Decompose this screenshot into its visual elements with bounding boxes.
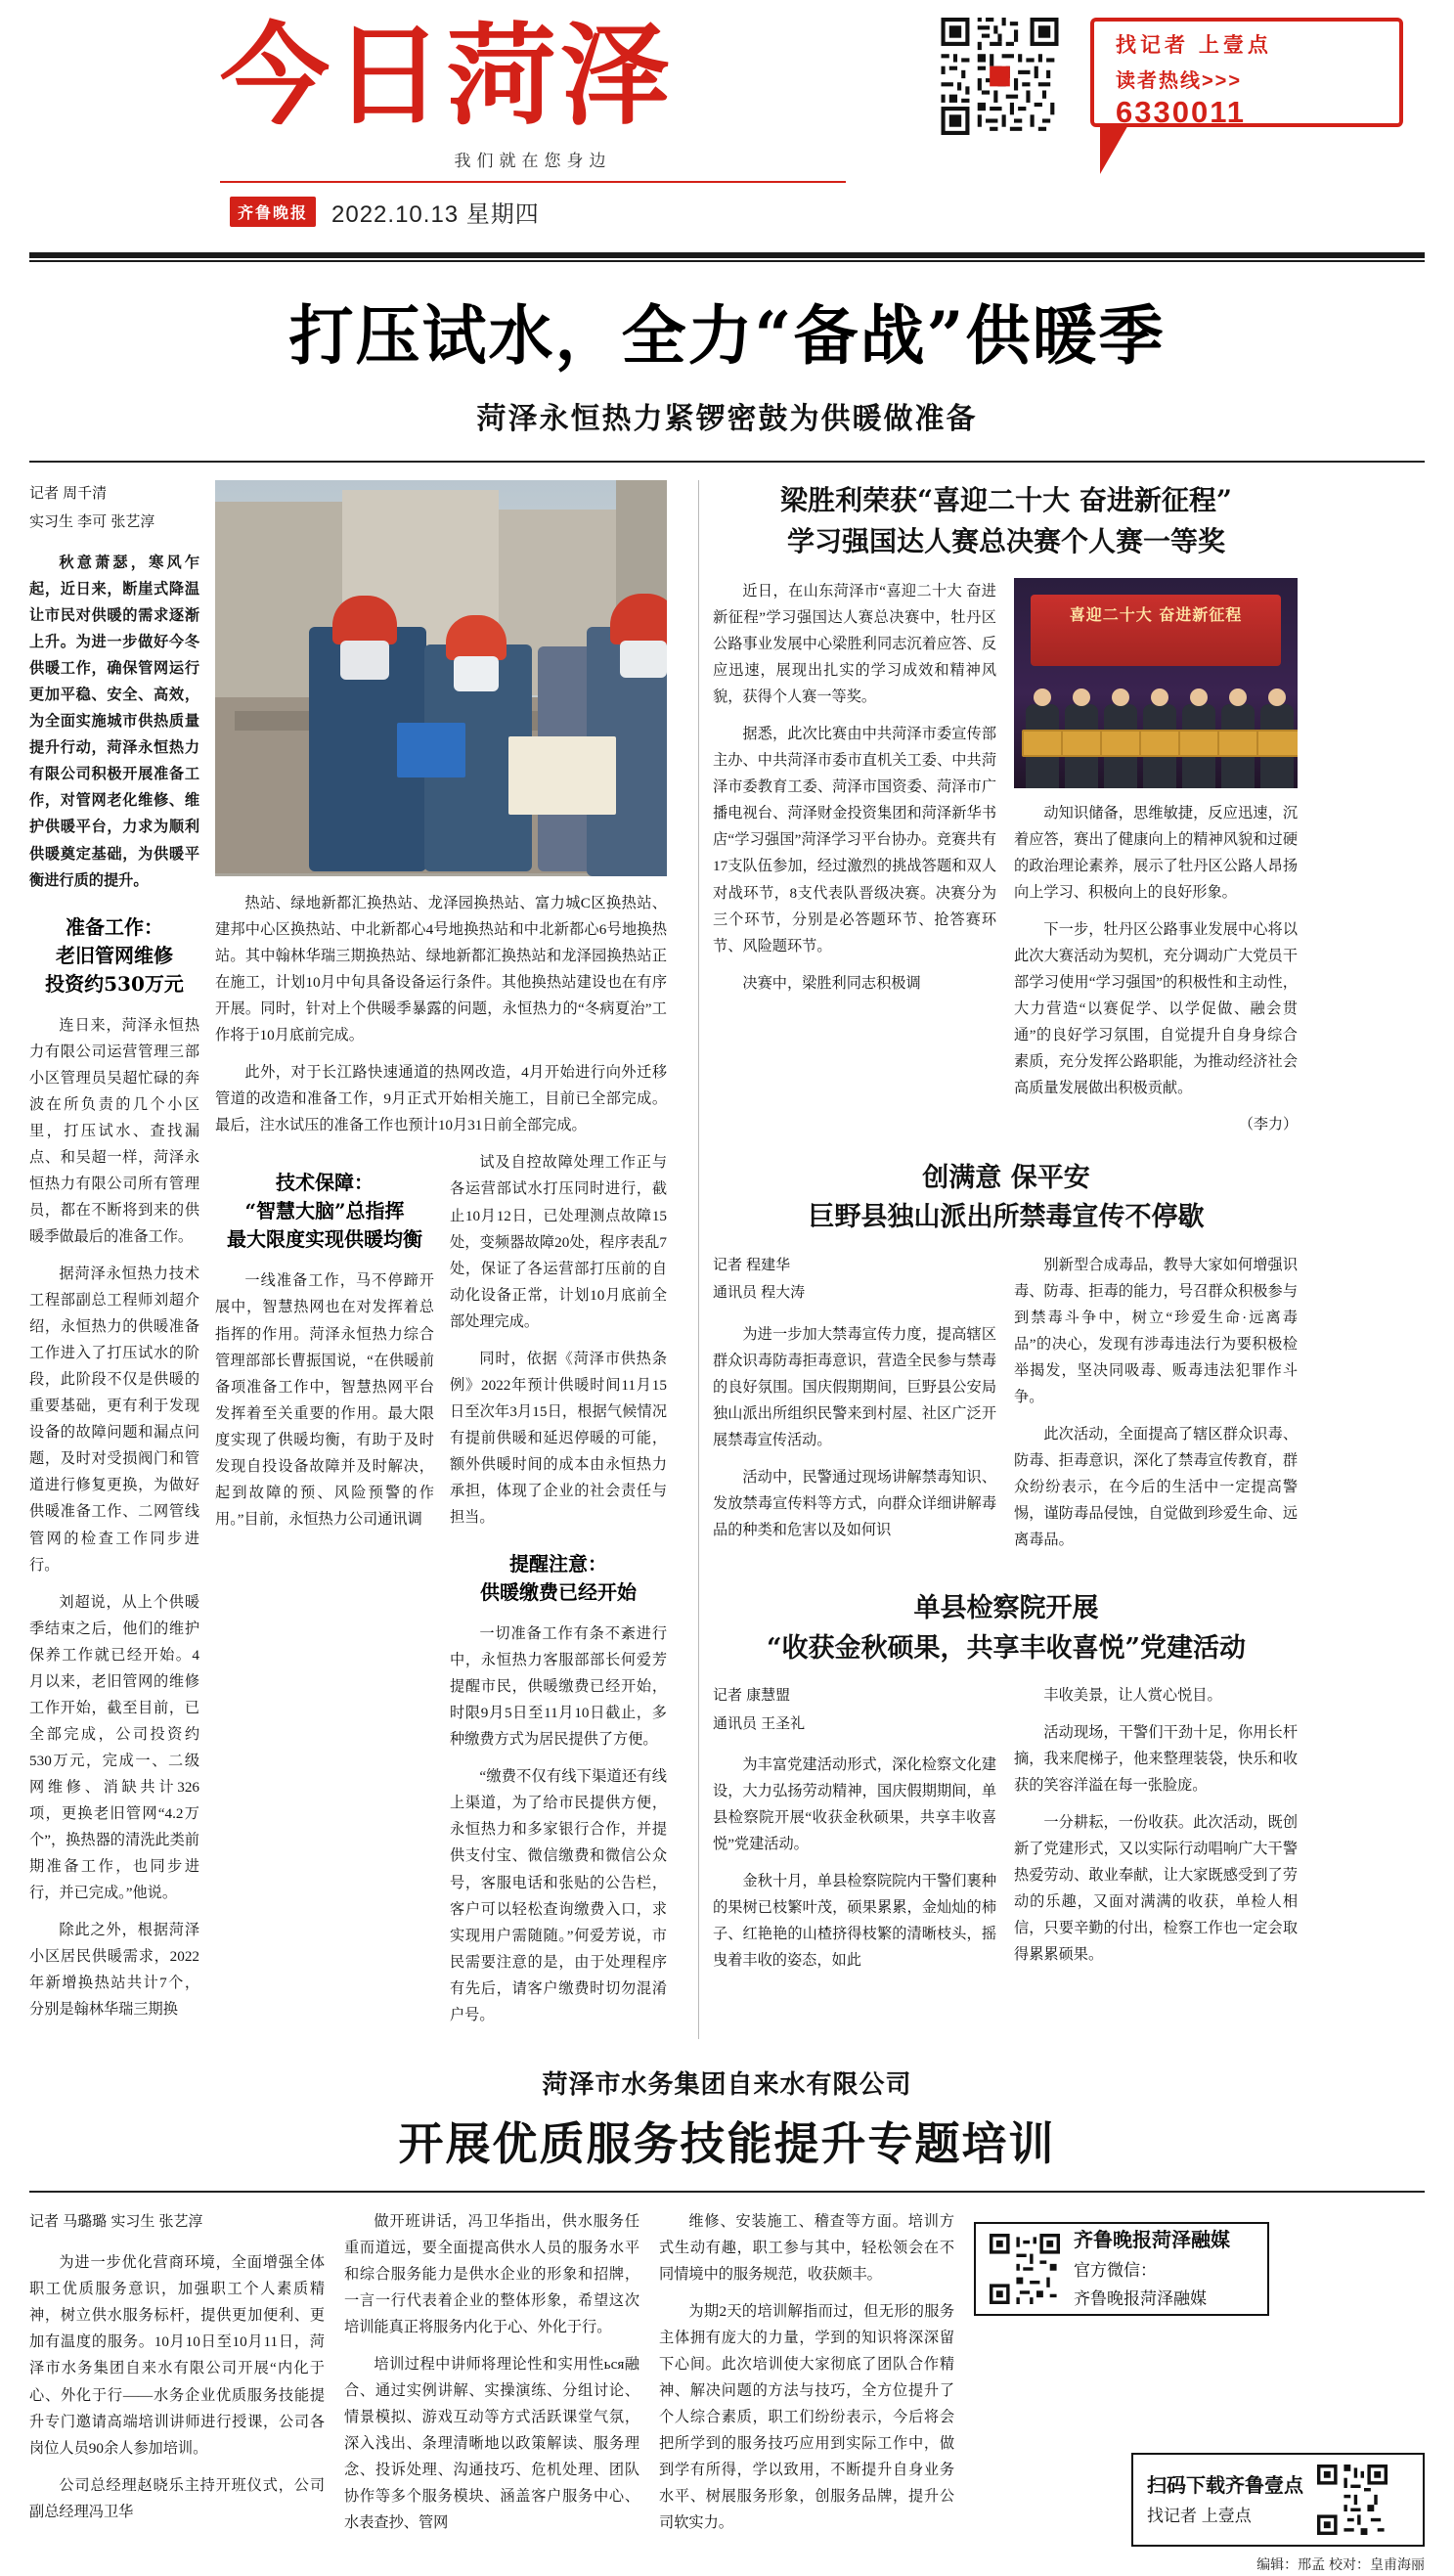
- right-story-3-title-line1: 单县检察院开展: [913, 1593, 1099, 1624]
- bottom-story-byline: 记者 马璐璐 实习生 张艺淳: [29, 2212, 203, 2230]
- callout-tail: [1100, 123, 1129, 174]
- right-story-1-title-line1: 梁胜利荣获“喜迎二十大 奋进新征程”: [780, 484, 1232, 516]
- headline-rule: [29, 461, 1425, 463]
- right-story-2-col2: [1014, 1252, 1298, 1565]
- paragraph: 公司总经理赵晓乐主持开班仪式，公司副总经理冯卫华: [29, 2476, 325, 2520]
- footer-credit: 编辑：邢孟 校对：皇甫海丽: [1256, 2556, 1425, 2573]
- paragraph: 除此之外，根据菏泽小区居民供暖需求，2022年新增换热站共计7个，分别是翰林华瑞三期换: [29, 1922, 199, 2019]
- right-story-3-title-line2: “收获金秋硕果，共享丰收喜悦”党建活动: [766, 1632, 1247, 1664]
- paragraph: 据菏泽永恒热力技术工程部副总工程师刘超介绍，永恒热力的供暖准备工作进入了打压试水的阶段，此阶段不仅是供暖的重要基础，更有利于发现设备的故障问题和漏点问题，及时对受损阀门和管道进行修复更换，为做好供暖准备工作、二网管线管网的检查工作同步进行。: [29, 1266, 199, 1574]
- masthead-rule-thick: [29, 252, 1425, 258]
- paragraph: 为期2天的培训解指而过，但无形的服务主体拥有庞大的力量，学到的知识将深深留下心间。此次培训使大家彻底了团队合作精神、解决问题的方法与技巧，全方位提升了个人综合素质，职工们纷纷表示，今后将会把所学到的服务技巧应用到实际工作中，做到学有所得，学以致用，不断提升自身业务水平、树展服务形象，创服务品牌，提升公司软实力。: [659, 2302, 954, 2532]
- byline-correspondent: 通讯员 程大涛: [713, 1284, 806, 1302]
- paragraph: 一线准备工作，马不停蹄开展中，智慧热网也在对发挥着总指挥的作用。菏泽永恒热力综合管理部部长曹振国说，“在供暖前备项准备工作中，智慧热网平台发挥着至关重要的作用。最大限度实现了供暖均衡，有助于及时发现自投设备故障并及时解决，起到故障的预、风险预警的作用。”目前，永恒热力公司通讯调: [215, 1272, 434, 1528]
- right-story-1: [713, 480, 1300, 1133]
- footer-credit-row: [29, 2554, 1425, 2574]
- byline-intern: 实习生 李可 张艺淳: [29, 512, 155, 530]
- lead-column-1: [29, 480, 215, 2039]
- right-story-2-col1: [713, 1252, 1014, 1565]
- download-app-box[interactable]: [1131, 2453, 1425, 2547]
- wechat-title: 齐鲁晚报菏泽融媒: [1074, 2229, 1230, 2251]
- paragraph: 金秋十月，单县检察院院内干警们裹种的果树已枝繁叶茂，硕果累累，金灿灿的柿子、红艳艳的山楂挤得枝繁的清晰枝头，摇曳着丰收的姿态，如此: [713, 1873, 996, 1970]
- lead-subheadline: 菏泽永恒热力紧锣密鼓为供暖做准备: [476, 402, 978, 436]
- bottom-story-rule: [29, 2191, 1425, 2193]
- paragraph: 下一步，牡丹区公路事业发展中心将以此次大赛活动为契机，充分调动广大党员干部学习使用“学习强国”的积极性和主动性，大力营造“以赛促学、以学促做、融会贯通”的良好学习氛围，自觉提升自身身综合素质，充分发挥公路职能，为推动经济社会高质量发展做出积极贡献。: [1014, 921, 1298, 1097]
- download-app-text: [1147, 2469, 1303, 2531]
- bottom-col-3: [659, 2208, 974, 2548]
- parent-paper-badge: 齐鲁晚报: [230, 197, 316, 227]
- paragraph: 维修、安装施工、稽查等方面。培训方式生动有趣，职工参与其中，轻松领会在不同情境中的服务规范，收获颇丰。: [659, 2212, 954, 2283]
- section3-heading-line1: 提醒注意：: [508, 1552, 607, 1577]
- paragraph: 据悉，此次比赛由中共菏泽市委宣传部主办、中共菏泽市委市直机关工委、中共菏泽市委教育工委、菏泽市国资委、菏泽市广播电视台、菏泽财金投资集团和菏泽新华书店“学习强国”菏泽学习平台协办。竞赛共有17支队伍参加，经过激烈的挑战答题和双人对战环节，8支代表队晋级决赛。决赛分为三个环节，分别是必答题环节、抢答赛环节、风险题环节。: [713, 726, 996, 955]
- paragraph: 一切准备工作有条不紊进行中，永恒热力客服部部长何爱芳提醒市民，供暖缴费已经开始，时限9月5日至11月10日截止，多种缴费方式为居民提供了方便。: [449, 1625, 667, 1749]
- paragraph: 近日，在山东菏泽市“喜迎二十大 奋进新征程”学习强国达人赛总决赛中，牡丹区公路事业发展中心梁胜利同志沉着应答、反应迅速，展现出扎实的学习成效和精神风貌，获得个人赛一等奖。: [713, 583, 996, 706]
- section1-heading-line2: 老旧管网维修: [56, 943, 173, 967]
- paragraph: “缴费不仅有线下渠道还有线上渠道，为了给市民提供方便，永恒热力和多家银行合作，并提供支付宝、微信缴费和微信公众号，客服电话和张贴的公告栏，客户可以轻松查询缴费入口，求实现用户需随随。”何爱芳说，市民需要注意的是，由于处理程序有先后，请客户缴费时切勿混淆户号。: [449, 1768, 667, 2023]
- footer-boxes: [974, 2222, 1269, 2316]
- right-story-3-byline: [713, 1682, 996, 1738]
- masthead-rule-thin: [29, 260, 1425, 262]
- award-recipients: [1014, 679, 1298, 788]
- right-column: [713, 480, 1300, 2039]
- main-columns: [29, 480, 1425, 2039]
- masthead: [29, 0, 1425, 244]
- lead-paragraph: 秋意萧瑟，寒风乍起，近日来，断崖式降温让市民对供暖的需求逐渐上升。为进一步做好今冬供暖工作，确保管网运行更加平稳、安全、高效，为全面实施城市供热质量提升行动，菏泽永恒热力有限公司积极开展准备工作，对管网老化维修、维护供暖平台，力求为顺利供暖奠定基础，为供暖平衡进行质的提升。: [29, 555, 199, 889]
- masthead-date-row: [220, 195, 846, 229]
- right-story-1-title: [713, 480, 1300, 562]
- right-story-2-title-line2: 巨野县独山派出所禁毒宣传不停歇: [808, 1202, 1205, 1233]
- right-story-1-col1: [713, 578, 1014, 1133]
- paragraph: 此外，对于长江路快速通道的热网改造，4月开始进行向外迁移管道的改造和准备工作，9月正式开始相关施工，目前已全部完成。最后，注水试压的准备工作也预计10月31日前全部完成。: [215, 1064, 667, 1134]
- wechat-qr-icon: [990, 2234, 1060, 2304]
- paragraph: 此次活动，全面提高了辖区群众识毒、防毒、拒毒意识，深化了禁毒宣传教育，群众纷纷表示，在今后的生活中一定提高警惕，谨防毒品侵蚀，自觉做到珍爱生命、远离毒品。: [1014, 1425, 1298, 1548]
- paragraph: 决赛中，梁胜利同志积极调: [742, 974, 921, 992]
- right-story-3-col1: [713, 1682, 1014, 1984]
- masthead-logo: [220, 12, 846, 229]
- paragraph: 动知识储备，思维敏捷，反应迅速，沉着应答，赛出了健康向上的精神风貌和过硬的政治理论素养，展示了牡丹区公路人昂扬向上学习、积极向上的良好形象。: [1014, 805, 1298, 902]
- lead-column-2: [215, 480, 684, 2039]
- download-app-title: 扫码下载齐鲁壹点: [1147, 2474, 1303, 2497]
- byline-reporter: 记者 程建华: [713, 1256, 791, 1273]
- section2-heading-line3: 最大限度实现供暖均衡: [226, 1227, 422, 1252]
- lead-photo: [215, 480, 667, 876]
- wechat-box-text: [1074, 2224, 1230, 2314]
- paragraph: 丰收美景，让人赏心悦目。: [1043, 1687, 1222, 1705]
- bottom-story-kicker: 菏泽市水务集团自来水有限公司: [542, 2069, 912, 2100]
- paragraph: 做开班讲话，冯卫华指出，供水服务任重而道远，要全面提高供水人员的服务水平和综合服务能力是供水企业的形象和招牌，一言一行代表着企业的整体形象，希望这次培训能真正将服务内化于心、外化于行。: [344, 2212, 639, 2335]
- section3-heading-line2: 供暖缴费已经开始: [479, 1580, 637, 1605]
- right-story-3: [713, 1589, 1300, 1984]
- paragraph: 为进一步加大禁毒宣传力度，提高辖区群众识毒防毒拒毒意识，营造全民参与禁毒的良好氛围。国庆假期期间，巨野县公安局独山派出所组织民警来到村屋、社区广泛开展禁毒宣传活动。: [713, 1325, 996, 1448]
- paragraph: 为丰富党建活动形式，深化检察文化建设，大力弘扬劳动精神，国庆假期期间，单县检察院开展“收获金秋硕果，共享丰收喜悦”党建活动。: [713, 1756, 996, 1853]
- paragraph: 活动现场，干警们干劲十足，你用长杆摘，我来爬梯子，他来整理装袋，快乐和收获的笑容洋溢在每一张脸庞。: [1014, 1724, 1298, 1795]
- app-qr-icon: [1317, 2465, 1388, 2535]
- publication-date: 2022.10.13 星期四: [331, 201, 540, 228]
- wechat-account: 齐鲁晚报菏泽融媒: [1074, 2288, 1207, 2308]
- right-story-3-title: [713, 1589, 1300, 1668]
- paragraph: 为进一步优化营商环境，全面增强全体职工优质服务意识，加强职工个人素质精神，树立供水服务标杆，提供更加便利、更加有温度的服务。10月10日至10月11日，菏泽市水务集团自来水有限公司开展“内化于心、外化于行——水务企业优质服务技能提升专门邀请高端培训讲师进行授课，公司各岗位人员90余人参加培训。: [29, 2254, 325, 2457]
- qr-code-icon: [914, 18, 1085, 135]
- qr-code-block[interactable]: [914, 18, 1090, 140]
- newspaper-title: 今日菏泽: [220, 12, 674, 140]
- byline-reporter: 记者 周千清: [29, 485, 108, 502]
- right-story-1-col2: [1014, 578, 1298, 1133]
- stage-banner-text: 喜迎二十大 奋进新征程: [1069, 605, 1243, 625]
- paragraph: 连日来，菏泽永恒热力有限公司运营管理三部小区管理员吴超忙碌的奔波在所负责的几个小区里，打压试水、查找漏点、和吴超一样，菏泽永恒热力有限公司所有管理员，都在不断将到来的供暖季做最后的准备工作。: [29, 1016, 199, 1245]
- right-story-2-title: [713, 1159, 1300, 1238]
- section3-heading: [450, 1550, 667, 1607]
- reader-hotline-callout: [1090, 18, 1403, 127]
- wechat-label: 官方微信：: [1074, 2260, 1157, 2280]
- paragraph: 同时，依据《菏泽市供热条例》2022年预计供暖时间11月15日至次年3月15日，根据气候情况有提前供暖和延迟停暖的可能，额外供暖时间的成本由永恒热力承担，体现了企业的社会责任与担当。: [449, 1350, 667, 1527]
- paragraph: 活动中，民警通过现场讲解禁毒知识、发放禁毒宣传料等方式，向群众详细讲解毒品的种类和危害以及如何识: [713, 1468, 996, 1538]
- byline-reporter: 记者 康慧盟: [713, 1687, 791, 1705]
- callout-hotline-label: 读者热线>>>: [1116, 70, 1243, 92]
- download-app-sub: 找记者 上壹点: [1147, 2506, 1252, 2525]
- section2-heading: [215, 1169, 434, 1254]
- right-story-2-title-line1: 创满意 保平安: [922, 1162, 1090, 1193]
- masthead-divider: [220, 181, 846, 183]
- section1-heading: [29, 913, 199, 999]
- callout-find-reporter: 找记者 上壹点: [1116, 34, 1272, 57]
- right-story-3-col2: [1014, 1682, 1298, 1984]
- paragraph: 一分耕耘，一份收获。此次活动，既创新了党建形式，又以实际行动唱响广大干警热爱劳动、敢业奉献，让大家既感受到了劳动的乐趣，又面对满满的收获，单检人相信，只要辛勤的付出，检察工作也一定会取得累累硕果。: [1014, 1814, 1298, 1964]
- bottom-col-1: [29, 2208, 344, 2548]
- callout-hotline-number: 6330011: [1116, 95, 1246, 129]
- bottom-col-2: [344, 2208, 659, 2548]
- right-story-1-title-line2: 学习强国达人赛总决赛个人赛一等奖: [786, 525, 1225, 557]
- right-story-2: [713, 1159, 1300, 1565]
- wechat-box[interactable]: [974, 2222, 1269, 2316]
- section2-heading-line2: “智慧大脑”总指挥: [244, 1199, 405, 1223]
- right-story-2-byline: [713, 1252, 996, 1308]
- bottom-story-title-block: [29, 2065, 1425, 2173]
- paragraph: 刘超说，从上个供暖季结束之后，他们的维护保养工作就已经开始。4月以来，老旧管网的维修工作开始，截至目前，已全部完成，公司投资约530万元，完成一、二级网维修、消缺共计326项，更换老旧管网“4.2万个”，换热器的清洗此类前期准备工作，也同步进行，并已完成。”他说。: [29, 1593, 199, 1902]
- paragraph: 热站、绿地新都汇换热站、龙泽园换热站、富力城C区换热站、建邦中心区换热站、中北新都心4号地换热站和中北新都心6号地换热站。其中翰林华瑞三期换热站、绿地新都汇换热站和龙泽园换热站正在施工，计划10月中旬具备设备运行条件。其他换热站建设也在有序开展。同时，针对上个供暖季暴露的问题，永恒热力的“冬病夏治”工作将于10月底前完成。: [215, 895, 667, 1044]
- paragraph: 培训过程中讲师将理论性和实用性ься融合、通过实例讲解、实操演练、分组讨论、情景模拟、游戏互动等方式活跃课堂气氛，深入浅出、条理清晰地以政策解读、服务理念、投诉处理、沟通技巧、危机处理、团队协作等多个服务模块、涵盖客户服务中心、水表查抄、管网: [344, 2356, 639, 2532]
- newspaper-slogan: 我们就在您身边: [454, 152, 612, 170]
- paragraph: 试及自控故障处理工作正与各运营部试水打压同时进行，截止10月12日，已处理测点故障15处，变频器故障20处，程序表乱7处，保证了各运营部打压前的自动化设备正常，计划10月底前全部处理完成。: [449, 1154, 667, 1330]
- lead-byline: [29, 480, 199, 536]
- section1-heading-line1: 准备工作：: [66, 914, 163, 939]
- bottom-story-title: 开展优质服务技能提升专题培训: [398, 2116, 1056, 2170]
- lead-headline: 打压试水，全力“备战”供暖季: [288, 297, 1166, 374]
- byline-correspondent: 通讯员 王圣礼: [713, 1714, 806, 1732]
- paragraph: 别新型合成毒品，教导大家如何增强识毒、防毒、拒毒的能力，号召群众积极参与到禁毒斗争中，树立“珍爱生命·远离毒品”的决心，发现有涉毒违法行为要积极检举揭发，坚决同吸毒、贩毒违法犯罪作斗争。: [1014, 1256, 1298, 1405]
- section1-heading-line3: 投资约530万元: [45, 971, 184, 996]
- right-story-1-photo: [1014, 578, 1298, 788]
- section2-heading-line1: 技术保障：: [275, 1171, 374, 1195]
- column-divider: [698, 480, 699, 2039]
- right-story-1-signature: （李力）: [1238, 1116, 1298, 1133]
- lead-headline-block: [29, 284, 1425, 437]
- stage-banner: [1031, 595, 1280, 666]
